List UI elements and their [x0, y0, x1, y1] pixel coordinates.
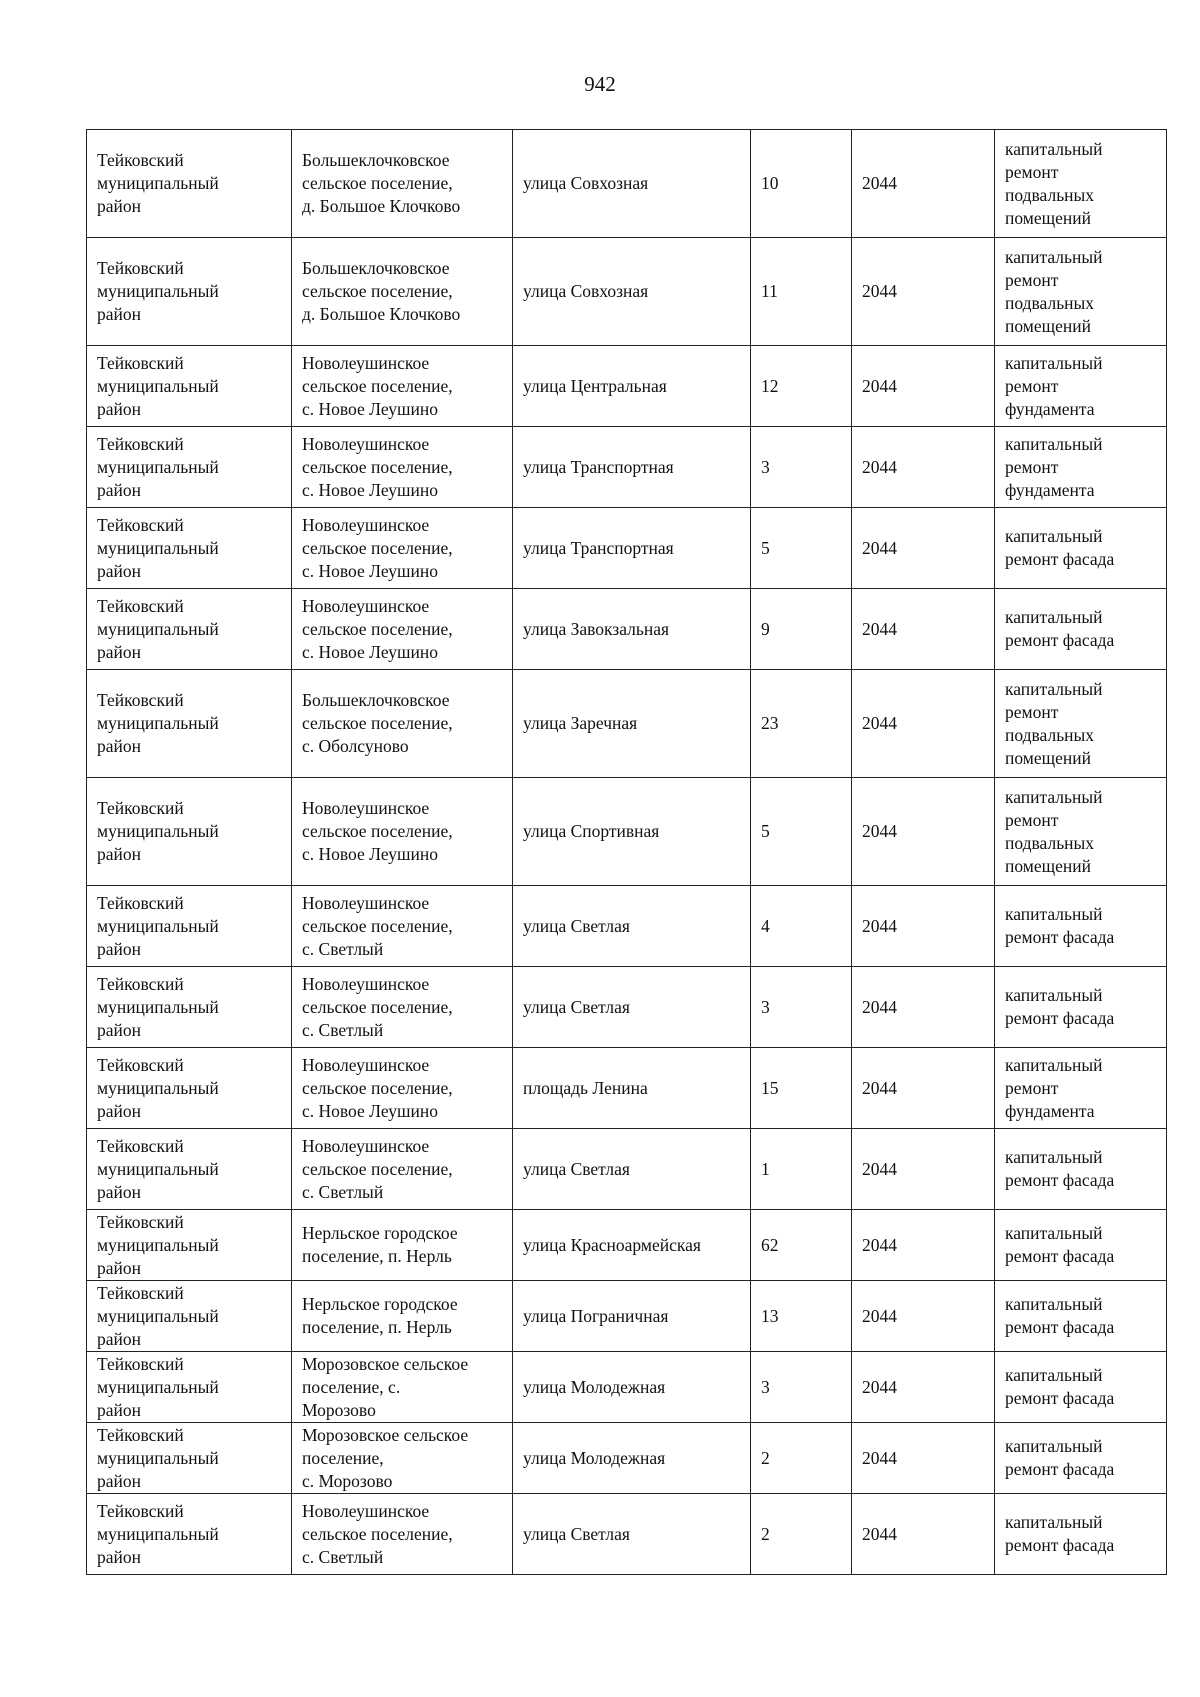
- work-type-cell: капитальный ремонт фасада: [995, 1423, 1167, 1494]
- house-number-cell: 9: [751, 589, 852, 670]
- work-type-cell: капитальный ремонт фасада: [995, 886, 1167, 967]
- house-number-cell: 2: [751, 1494, 852, 1575]
- street-cell: улица Пограничная: [513, 1281, 751, 1352]
- settlement-cell: Новолеушинское сельское поселение, с. Светлый: [292, 1494, 513, 1575]
- work-type-cell: капитальный ремонт фасада: [995, 1210, 1167, 1281]
- year-cell: 2044: [852, 670, 995, 778]
- district-cell: Тейковский муниципальный район: [87, 1494, 292, 1575]
- year-cell: 2044: [852, 1494, 995, 1575]
- district-cell: Тейковский муниципальный район: [87, 346, 292, 427]
- settlement-cell: Большеклочковское сельское поселение, с. Оболсуново: [292, 670, 513, 778]
- year-cell: 2044: [852, 589, 995, 670]
- work-type-cell: капитальный ремонт фасада: [995, 967, 1167, 1048]
- work-type-cell: капитальный ремонт подвальных помещений: [995, 778, 1167, 886]
- house-number-cell: 11: [751, 238, 852, 346]
- street-cell: улица Светлая: [513, 1494, 751, 1575]
- house-number-cell: 3: [751, 967, 852, 1048]
- work-type-cell: капитальный ремонт фасада: [995, 1494, 1167, 1575]
- street-cell: улица Красноармейская: [513, 1210, 751, 1281]
- work-type-cell: капитальный ремонт подвальных помещений: [995, 238, 1167, 346]
- district-cell: Тейковский муниципальный район: [87, 589, 292, 670]
- street-cell: улица Спортивная: [513, 778, 751, 886]
- street-cell: улица Светлая: [513, 886, 751, 967]
- house-number-cell: 1: [751, 1129, 852, 1210]
- page-number: 942: [584, 72, 616, 96]
- work-type-cell: капитальный ремонт подвальных помещений: [995, 670, 1167, 778]
- table-row: [87, 1281, 1167, 1352]
- year-cell: 2044: [852, 967, 995, 1048]
- street-cell: улица Молодежная: [513, 1423, 751, 1494]
- house-number-cell: 3: [751, 427, 852, 508]
- work-type-cell: капитальный ремонт фундамента: [995, 1048, 1167, 1129]
- year-cell: 2044: [852, 1129, 995, 1210]
- year-cell: 2044: [852, 1352, 995, 1423]
- street-cell: улица Совхозная: [513, 238, 751, 346]
- house-number-cell: 62: [751, 1210, 852, 1281]
- year-cell: 2044: [852, 1210, 995, 1281]
- work-type-cell: капитальный ремонт фасада: [995, 1281, 1167, 1352]
- district-cell: Тейковский муниципальный район: [87, 1129, 292, 1210]
- settlement-cell: Морозовское сельское поселение, с. Морозово: [292, 1423, 513, 1494]
- table-row: [87, 670, 1167, 778]
- settlement-cell: Новолеушинское сельское поселение, с. Светлый: [292, 1129, 513, 1210]
- table-row: [87, 1210, 1167, 1281]
- year-cell: 2044: [852, 886, 995, 967]
- district-cell: Тейковский муниципальный район: [87, 778, 292, 886]
- work-type-cell: капитальный ремонт фасада: [995, 589, 1167, 670]
- work-type-cell: капитальный ремонт фасада: [995, 508, 1167, 589]
- table-row: [87, 238, 1167, 346]
- settlement-cell: Морозовское сельское поселение, с. Морозово: [292, 1352, 513, 1423]
- table-row: [87, 1352, 1167, 1423]
- year-cell: 2044: [852, 1048, 995, 1129]
- district-cell: Тейковский муниципальный район: [87, 1048, 292, 1129]
- settlement-cell: Большеклочковское сельское поселение, д. Большое Клочково: [292, 238, 513, 346]
- district-cell: Тейковский муниципальный район: [87, 130, 292, 238]
- district-cell: Тейковский муниципальный район: [87, 238, 292, 346]
- street-cell: улица Светлая: [513, 967, 751, 1048]
- street-cell: улица Заречная: [513, 670, 751, 778]
- street-cell: улица Совхозная: [513, 130, 751, 238]
- street-cell: улица Транспортная: [513, 427, 751, 508]
- table-row: [87, 1129, 1167, 1210]
- settlement-cell: Новолеушинское сельское поселение, с. Новое Леушино: [292, 346, 513, 427]
- work-type-cell: капитальный ремонт фундамента: [995, 427, 1167, 508]
- settlement-cell: Новолеушинское сельское поселение, с. Светлый: [292, 886, 513, 967]
- house-number-cell: 15: [751, 1048, 852, 1129]
- district-cell: Тейковский муниципальный район: [87, 1423, 292, 1494]
- year-cell: 2044: [852, 778, 995, 886]
- table-row: [87, 967, 1167, 1048]
- district-cell: Тейковский муниципальный район: [87, 427, 292, 508]
- settlement-cell: Новолеушинское сельское поселение, с. Новое Леушино: [292, 508, 513, 589]
- table-row: [87, 886, 1167, 967]
- year-cell: 2044: [852, 427, 995, 508]
- work-type-cell: капитальный ремонт фундамента: [995, 346, 1167, 427]
- settlement-cell: Нерльское городское поселение, п. Нерль: [292, 1281, 513, 1352]
- year-cell: 2044: [852, 508, 995, 589]
- table-row: [87, 508, 1167, 589]
- settlement-cell: Новолеушинское сельское поселение, с. Новое Леушино: [292, 778, 513, 886]
- year-cell: 2044: [852, 238, 995, 346]
- district-cell: Тейковский муниципальный район: [87, 670, 292, 778]
- house-number-cell: 3: [751, 1352, 852, 1423]
- house-number-cell: 5: [751, 508, 852, 589]
- house-number-cell: 4: [751, 886, 852, 967]
- settlement-cell: Новолеушинское сельское поселение, с. Новое Леушино: [292, 427, 513, 508]
- district-cell: Тейковский муниципальный район: [87, 1352, 292, 1423]
- street-cell: улица Завокзальная: [513, 589, 751, 670]
- house-number-cell: 2: [751, 1423, 852, 1494]
- house-number-cell: 12: [751, 346, 852, 427]
- table-row: [87, 346, 1167, 427]
- district-cell: Тейковский муниципальный район: [87, 1281, 292, 1352]
- settlement-cell: Новолеушинское сельское поселение, с. Новое Леушино: [292, 589, 513, 670]
- table-row: [87, 1048, 1167, 1129]
- house-number-cell: 5: [751, 778, 852, 886]
- table-row: [87, 778, 1167, 886]
- table-row: [87, 589, 1167, 670]
- street-cell: площадь Ленина: [513, 1048, 751, 1129]
- year-cell: 2044: [852, 1281, 995, 1352]
- table-row: [87, 1494, 1167, 1575]
- house-number-cell: 23: [751, 670, 852, 778]
- house-number-cell: 13: [751, 1281, 852, 1352]
- year-cell: 2044: [852, 130, 995, 238]
- street-cell: улица Молодежная: [513, 1352, 751, 1423]
- district-cell: Тейковский муниципальный район: [87, 967, 292, 1048]
- table-row: [87, 1423, 1167, 1494]
- settlement-cell: Новолеушинское сельское поселение, с. Новое Леушино: [292, 1048, 513, 1129]
- table-body: [87, 130, 1167, 1575]
- year-cell: 2044: [852, 346, 995, 427]
- work-type-cell: капитальный ремонт фасада: [995, 1129, 1167, 1210]
- settlement-cell: Нерльское городское поселение, п. Нерль: [292, 1210, 513, 1281]
- settlement-cell: Большеклочковское сельское поселение, д. Большое Клочково: [292, 130, 513, 238]
- work-type-cell: капитальный ремонт подвальных помещений: [995, 130, 1167, 238]
- table-row: [87, 427, 1167, 508]
- street-cell: улица Транспортная: [513, 508, 751, 589]
- district-cell: Тейковский муниципальный район: [87, 1210, 292, 1281]
- year-cell: 2044: [852, 1423, 995, 1494]
- repair-schedule-table: [86, 129, 1167, 1575]
- district-cell: Тейковский муниципальный район: [87, 508, 292, 589]
- work-type-cell: капитальный ремонт фасада: [995, 1352, 1167, 1423]
- street-cell: улица Центральная: [513, 346, 751, 427]
- district-cell: Тейковский муниципальный район: [87, 886, 292, 967]
- house-number-cell: 10: [751, 130, 852, 238]
- settlement-cell: Новолеушинское сельское поселение, с. Светлый: [292, 967, 513, 1048]
- table-row: [87, 130, 1167, 238]
- street-cell: улица Светлая: [513, 1129, 751, 1210]
